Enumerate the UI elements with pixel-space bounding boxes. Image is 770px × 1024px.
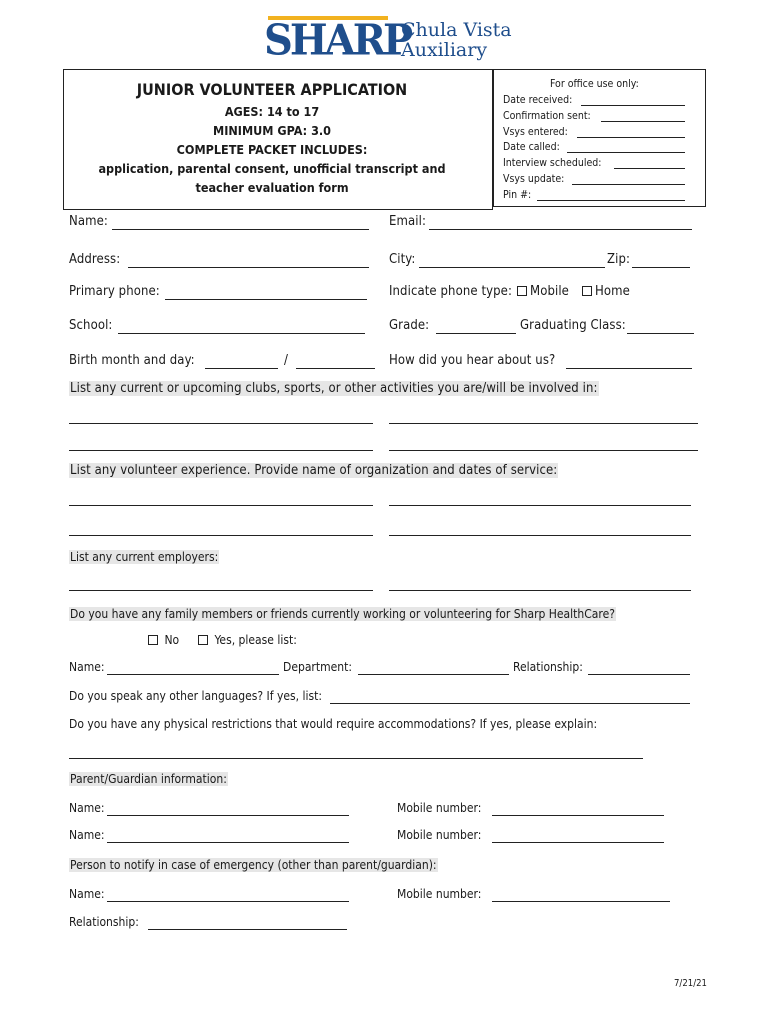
form-title: JUNIOR VOLUNTEER APPLICATION — [136, 80, 408, 99]
grade-field[interactable] — [436, 333, 516, 334]
parent-mobile-label-1: Mobile number: — [397, 801, 482, 815]
clubs-line-2a[interactable] — [69, 450, 373, 451]
checkbox-icon — [148, 635, 158, 645]
graduating-class-label: Graduating Class: — [520, 318, 626, 333]
home-label: Home — [595, 284, 630, 299]
emergency-relationship-field[interactable] — [148, 929, 347, 930]
birth-separator: / — [284, 353, 289, 368]
family-name-field[interactable] — [107, 674, 279, 675]
mobile-label: Mobile — [530, 284, 569, 299]
family-name-label: Name: — [69, 660, 105, 674]
revision-date: 7/21/21 — [674, 978, 707, 989]
emergency-name-field[interactable] — [107, 901, 349, 902]
restrictions-label: Do you have any physical restrictions that would require accommodations? If yes, please explain: — [69, 717, 598, 731]
parent-mobile-field-2[interactable] — [492, 842, 664, 843]
family-yes-option[interactable] — [198, 633, 297, 647]
email-label: Email: — [389, 214, 426, 229]
parent-name-label-2: Name: — [69, 828, 105, 842]
birth-label: Birth month and day: — [69, 353, 195, 368]
clubs-line-1b[interactable] — [389, 423, 698, 424]
logo-line-2: Auxiliary — [401, 39, 488, 61]
school-field[interactable] — [118, 333, 365, 334]
yes-label: Yes, please list: — [214, 633, 297, 647]
parent-name-field-2[interactable] — [107, 842, 349, 843]
phone-type-mobile[interactable] — [517, 284, 569, 299]
office-confirmation-sent: Confirmation sent: — [503, 110, 591, 122]
checkbox-icon — [198, 635, 208, 645]
office-date-received: Date received: — [503, 94, 573, 106]
emergency-heading: Person to notify in case of emergency (other than parent/guardian): — [70, 858, 437, 872]
parent-name-field-1[interactable] — [107, 815, 349, 816]
checkbox-icon — [582, 286, 592, 296]
hear-about-field[interactable] — [566, 368, 692, 369]
volunteer-line-2a[interactable] — [69, 535, 373, 536]
phone-type-label: Indicate phone type: — [389, 284, 513, 299]
zip-field[interactable] — [632, 267, 690, 268]
name-field[interactable] — [112, 229, 369, 230]
office-pin: Pin #: — [503, 189, 532, 201]
restrictions-field[interactable] — [69, 758, 643, 759]
email-field[interactable] — [429, 229, 692, 230]
no-label: No — [164, 633, 180, 647]
primary-phone-field[interactable] — [165, 299, 367, 300]
clubs-question: List any current or upcoming clubs, sports, or other activities you are/will be involved in: — [70, 381, 598, 396]
birth-month-field[interactable] — [205, 368, 278, 369]
grade-label: Grade: — [389, 318, 430, 333]
graduating-class-field[interactable] — [627, 333, 694, 334]
packet-heading: COMPLETE PACKET INCLUDES: — [176, 142, 368, 157]
volunteer-line-1b[interactable] — [389, 505, 691, 506]
logo-brand: SHARP — [264, 15, 411, 66]
volunteer-line-2b[interactable] — [389, 535, 691, 536]
relationship-field[interactable] — [588, 674, 690, 675]
zip-label: Zip: — [607, 252, 631, 267]
hear-about-label: How did you hear about us? — [389, 353, 556, 368]
volunteer-line-1a[interactable] — [69, 505, 373, 506]
employers-line-a[interactable] — [69, 590, 373, 591]
office-interview-scheduled: Interview scheduled: — [503, 157, 602, 169]
checkbox-icon — [517, 286, 527, 296]
city-field[interactable] — [419, 267, 605, 268]
office-vsys-update: Vsys update: — [503, 173, 565, 185]
parent-name-label-1: Name: — [69, 801, 105, 815]
family-no-option[interactable] — [148, 633, 179, 647]
gpa-requirement: MINIMUM GPA: 3.0 — [213, 123, 331, 138]
office-date-called: Date called: — [503, 141, 560, 153]
birth-day-field[interactable] — [296, 368, 375, 369]
school-label: School: — [69, 318, 113, 333]
department-field[interactable] — [358, 674, 509, 675]
address-label: Address: — [69, 252, 121, 267]
office-vsys-entered: Vsys entered: — [503, 126, 568, 138]
employers-question: List any current employers: — [70, 550, 219, 564]
parent-mobile-label-2: Mobile number: — [397, 828, 482, 842]
family-question: Do you have any family members or friends currently working or volunteering for Sharp HealthCare? — [70, 607, 615, 621]
name-label: Name: — [69, 214, 108, 229]
emergency-name-label: Name: — [69, 887, 105, 901]
volunteer-question: List any volunteer experience. Provide name of organization and dates of service: — [70, 463, 558, 478]
logo-line-1: Chula Vista — [401, 19, 512, 41]
ages-requirement: AGES: 14 to 17 — [224, 104, 320, 119]
relationship-label: Relationship: — [513, 660, 583, 674]
emergency-mobile-field[interactable] — [492, 901, 670, 902]
clubs-line-1a[interactable] — [69, 423, 373, 424]
languages-label: Do you speak any other languages? If yes, list: — [69, 689, 322, 703]
phone-type-home[interactable] — [582, 284, 630, 299]
parent-info-heading: Parent/Guardian information: — [70, 772, 227, 786]
office-use-title: For office use only: — [550, 78, 639, 90]
packet-items-1: application, parental consent, unofficial transcript and — [98, 161, 446, 176]
employers-line-b[interactable] — [389, 590, 691, 591]
emergency-relationship-label: Relationship: — [69, 915, 139, 929]
city-label: City: — [389, 252, 416, 267]
department-label: Department: — [283, 660, 352, 674]
parent-mobile-field-1[interactable] — [492, 815, 664, 816]
languages-field[interactable] — [330, 703, 690, 704]
emergency-mobile-label: Mobile number: — [397, 887, 482, 901]
address-field[interactable] — [128, 267, 369, 268]
clubs-line-2b[interactable] — [389, 450, 698, 451]
primary-phone-label: Primary phone: — [69, 284, 160, 299]
packet-items-2: teacher evaluation form — [195, 180, 349, 195]
